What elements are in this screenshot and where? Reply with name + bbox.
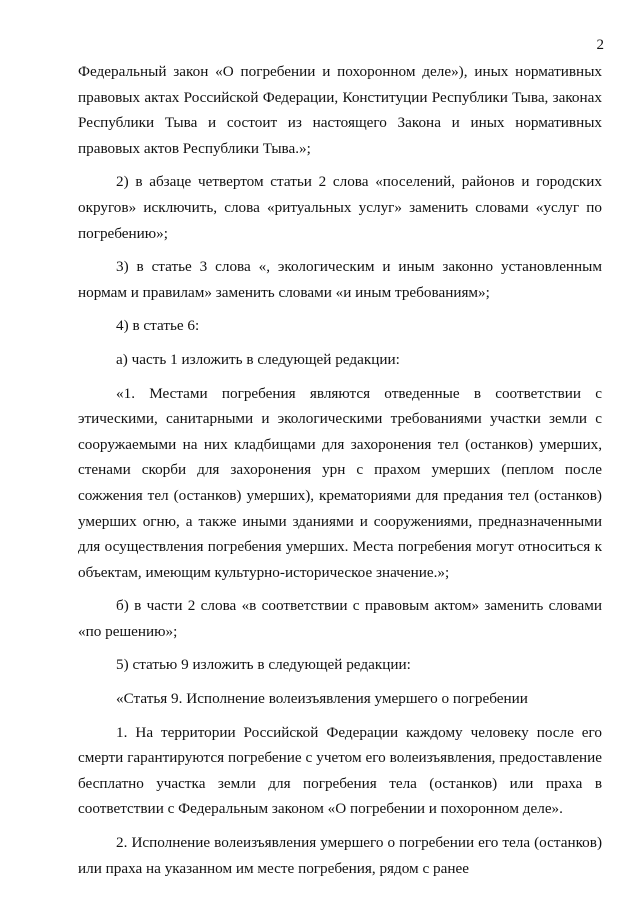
paragraph-10: 1. На территории Российской Федерации каждому человеку после его смерти гарантируются погребение с учетом его волеизъявления, предоставление бесплатно участка земли для погребения тела (останков) или праха в соответствии с Федеральным законом «О погребении и похоронном деле». bbox=[78, 723, 602, 818]
paragraph-1: Федеральный закон «О погребении и похоронном деле»), иных нормативных правовых актах Российской Федерации, Конституции Республики Тыва, законах Республики Тыва и состоит из настоящего Закона и иных нормативных правовых актов Республики Тыва.»; bbox=[78, 63, 602, 157]
document-body bbox=[78, 59, 602, 881]
paragraph-2: 2) в абзаце четвертом статьи 2 слова «поселений, районов и городских округов» исключить, слова «ритуальных услуг» заменить словами «услуг по погребению»; bbox=[78, 173, 602, 242]
paragraph-7: б) в части 2 слова «в соответствии с правовым актом» заменить словами «по решению»; bbox=[78, 597, 602, 640]
paragraph-9: «Статья 9. Исполнение волеизъявления умершего о погребении bbox=[116, 690, 528, 708]
paragraph-4: 4) в статье 6: bbox=[116, 317, 200, 335]
page-number: 2 bbox=[596, 37, 604, 53]
paragraph-8: 5) статью 9 изложить в следующей редакции: bbox=[116, 656, 411, 674]
paragraph-5: а) часть 1 изложить в следующей редакции: bbox=[116, 350, 400, 368]
paragraph-6: «1. Местами погребения являются отведенные в соответствии с этическими, санитарными и экологическими требованиями участки земли с сооружаемыми на них кладбищами для захоронения тел (останков) умерших, стенами скорби для захоронения урн с прахом умерших (пеплом после сожжения тел (останков) умерших), крематориями для предания тел (останков) умерших огню, а также иными зданиями и сооружениями, предназначенными для осуществления погребения умерших. Места погребения могут относиться к объектам, имеющим культурно-историческое значение.»; bbox=[78, 384, 602, 581]
paragraph-11: 2. Исполнение волеизъявления умершего о погребении его тела (останков) или праха на указанном им месте погребения, рядом с ранее bbox=[78, 834, 602, 877]
paragraph-3: 3) в статье 3 слова «, экологическим и иным законно установленным нормам и правилам» заменить словами «и иным требованиям»; bbox=[78, 258, 602, 301]
